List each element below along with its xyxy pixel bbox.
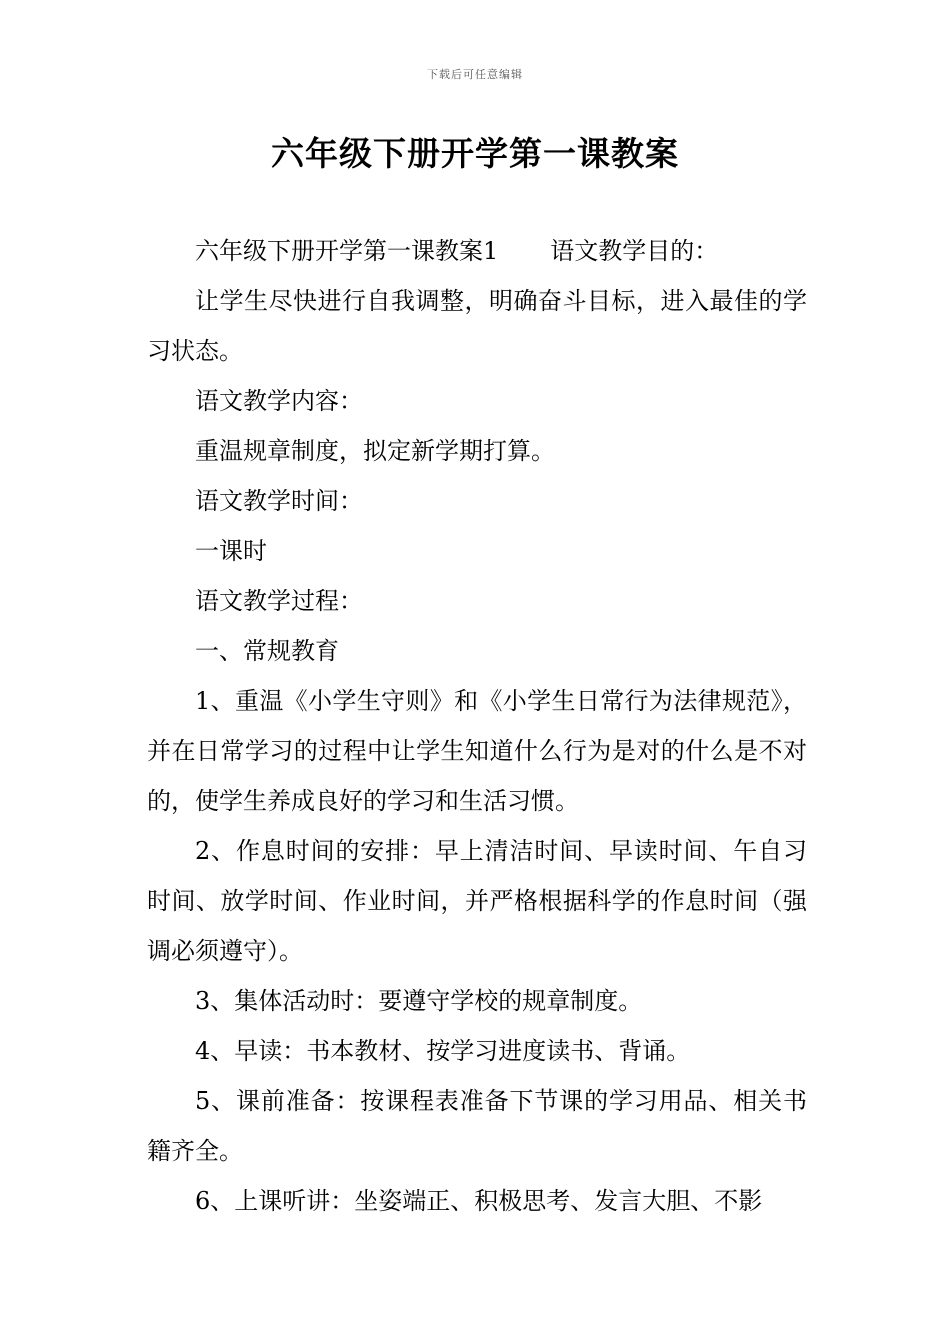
objective-label: 语文教学目的： [550,237,719,265]
paragraph: 语文教学过程： [195,587,363,615]
paragraph: 让学生尽快进行自我调整，明确奋斗目标，进入最佳的学习状态。 [147,287,807,365]
header-note: 下载后可任意编辑 [427,68,523,81]
paragraph: 3、集体活动时：要遵守学校的规章制度。 [195,987,643,1015]
document-body [147,226,807,1226]
paragraph: 5、课前准备：按课程表准备下节课的学习用品、相关书籍齐全。 [147,1087,807,1165]
paragraph: 1、重温《小学生守则》和《小学生日常行为法律规范》，并在日常学习的过程中让学生知道什么行为是对的什么是不对的，使学生养成良好的学习和生活习惯。 [147,687,807,815]
first-line [147,226,807,276]
paragraph: 4、早读：书本教材、按学习进度读书、背诵。 [195,1037,691,1065]
paragraph: 一课时 [195,537,267,565]
paragraph: 语文教学内容： [195,387,363,415]
paragraph: 6、上课听讲：坐姿端正、积极思考、发言大胆、不影 [195,1187,763,1215]
paragraph: 重温规章制度，拟定新学期打算。 [195,437,555,465]
paragraph: 语文教学时间： [195,487,363,515]
section-heading: 六年级下册开学第一课教案1 [195,237,499,265]
document-title: 六年级下册开学第一课教案 [271,134,679,173]
paragraph: 2、作息时间的安排：早上清洁时间、早读时间、午自习时间、放学时间、作业时间，并严格根据科学的作息时间（强调必须遵守）。 [147,837,807,965]
paragraph: 一、常规教育 [195,637,339,665]
